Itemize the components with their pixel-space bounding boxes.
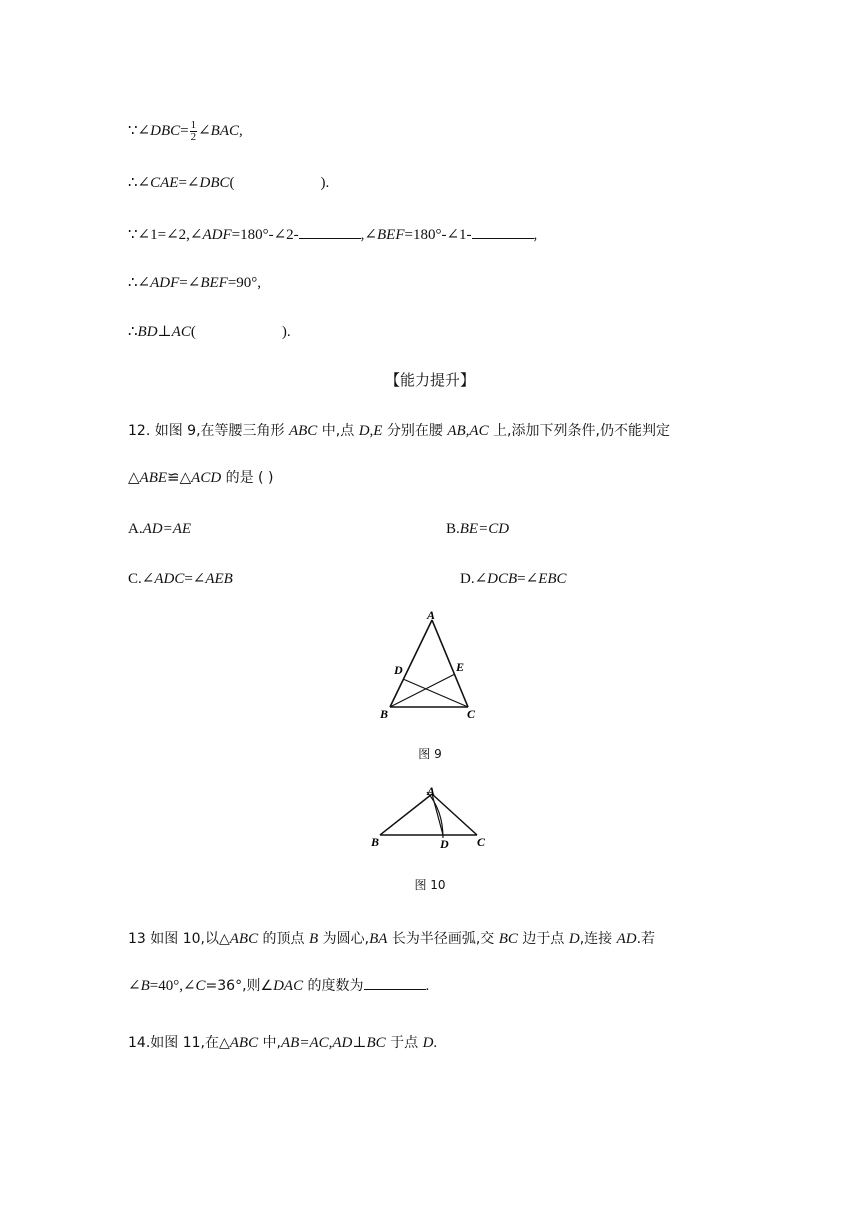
text: ≌△	[167, 470, 192, 486]
text: ⊥	[352, 1035, 367, 1051]
figure-10-diagram	[365, 782, 495, 854]
text: BC	[498, 931, 518, 947]
text: B	[309, 931, 319, 947]
text: =90°,	[227, 275, 262, 291]
figure-10-caption: 图 10	[414, 878, 446, 892]
text: =36°,则∠	[205, 978, 274, 994]
q14-line-1	[128, 1033, 437, 1053]
text: 中,点	[317, 423, 359, 439]
option-c	[128, 569, 233, 588]
text: ABC	[288, 423, 318, 439]
text: ∴∠	[128, 275, 151, 291]
proof-line-4	[128, 273, 261, 293]
option-text: DCB	[487, 571, 518, 587]
text: △	[128, 470, 140, 486]
text: ∠	[198, 122, 211, 139]
text: B	[140, 978, 150, 994]
option-text: =∠	[184, 571, 206, 587]
text: AB,AC	[447, 423, 489, 439]
text: ,	[239, 122, 243, 139]
text: ,连接	[579, 931, 617, 947]
text: D	[568, 931, 580, 947]
section-heading: 【能力提升】	[384, 371, 475, 389]
text: =40°,∠	[149, 978, 196, 994]
option-text: ADC	[154, 571, 185, 587]
option-label: C.∠	[128, 571, 155, 587]
text: 13 如图 10,以△	[128, 931, 230, 947]
text: (	[229, 175, 235, 191]
answer-blank	[472, 224, 534, 239]
text: ∠	[128, 978, 141, 994]
option-label: A.	[128, 521, 143, 537]
text: ,∠	[360, 227, 377, 243]
fraction-one-half	[190, 120, 198, 143]
text: BD	[137, 324, 158, 340]
text: ∵∠	[128, 122, 151, 139]
point-label-e: E	[456, 660, 465, 674]
figure-9-diagram	[370, 608, 490, 723]
text: 12. 如图 9,在等腰三角形	[128, 423, 289, 439]
option-text: AD=AE	[142, 521, 192, 537]
option-text: AEB	[205, 571, 233, 587]
text: ACD	[191, 470, 222, 486]
proof-line-3	[128, 224, 537, 245]
point-label-a: A	[427, 784, 436, 798]
text: BA	[369, 931, 388, 947]
text: BAC	[210, 122, 240, 139]
text: 中,	[258, 1035, 281, 1051]
text: 上,添加下列条件,仍不能判定	[488, 423, 670, 439]
text: 的顶点	[258, 931, 309, 947]
text: ,	[533, 227, 538, 243]
point-label-c: C	[477, 835, 486, 849]
text: ADF	[150, 275, 180, 291]
text: BEF	[377, 227, 405, 243]
figure-9-caption: 图 9	[418, 747, 442, 761]
point-label-d: D	[394, 663, 403, 677]
text: 的度数为	[303, 978, 364, 994]
text: BC	[366, 1035, 386, 1051]
option-text: BE=CD	[459, 521, 510, 537]
text: 14.如图 11,在△	[128, 1035, 230, 1051]
text: =	[180, 122, 189, 139]
text: 于点	[385, 1035, 423, 1051]
text: ).	[281, 324, 291, 340]
proof-line-1	[128, 120, 243, 143]
point-label-c: C	[467, 707, 476, 721]
option-label: B.	[446, 521, 460, 537]
text: DAC	[273, 978, 304, 994]
text: 的是 ( )	[221, 470, 274, 486]
option-d	[460, 569, 567, 588]
text: DBC	[199, 175, 230, 191]
option-label: D.∠	[460, 571, 488, 587]
text: ∴∠	[128, 175, 151, 191]
option-b	[446, 521, 509, 538]
text: CAE	[150, 175, 179, 191]
point-label-d: D	[440, 837, 449, 851]
q13-line-2	[128, 975, 429, 996]
q12-line-1	[128, 421, 670, 441]
point-label-b: B	[380, 707, 389, 721]
text: 边于点	[517, 931, 569, 947]
text: ABC	[229, 1035, 259, 1051]
text: .	[425, 978, 430, 994]
text: ABE	[139, 470, 168, 486]
text: C	[195, 978, 206, 994]
q13-line-1	[128, 929, 655, 949]
text: 分别在腰	[382, 423, 448, 439]
fraction-numerator: 1	[190, 119, 197, 131]
proof-line-2	[128, 173, 329, 193]
text: D	[422, 1035, 434, 1051]
text: ADF	[202, 227, 232, 243]
text: .	[433, 1035, 438, 1051]
text: =∠	[179, 275, 201, 291]
proof-line-5	[128, 322, 291, 342]
option-text: =∠	[517, 571, 539, 587]
text: (	[190, 324, 196, 340]
text: =180°-∠1-	[404, 227, 472, 243]
segment-ab	[380, 794, 432, 835]
answer-blank	[299, 224, 361, 239]
text: DBC	[150, 122, 181, 139]
text: =180°-∠2-	[231, 227, 299, 243]
segment-ac	[432, 794, 477, 835]
text: AC	[171, 324, 191, 340]
point-label-b: B	[371, 835, 380, 849]
text: ∵∠1=∠2,∠	[128, 227, 203, 243]
text: ABC	[229, 931, 259, 947]
option-a	[128, 521, 191, 538]
text: ⊥	[157, 324, 172, 340]
text: .若	[636, 931, 656, 947]
text: AD	[616, 931, 637, 947]
text: AB=AC,AD	[281, 1035, 353, 1051]
text: D,E	[358, 423, 383, 439]
option-text: EBC	[538, 571, 567, 587]
text: 为圆心,	[318, 931, 370, 947]
segment-be	[390, 674, 455, 707]
text: 长为半径画弧,交	[387, 931, 499, 947]
answer-blank	[364, 975, 426, 990]
text: ).	[320, 175, 330, 191]
fraction-denominator: 2	[190, 131, 197, 143]
text: =∠	[178, 175, 200, 191]
text: BEF	[200, 275, 228, 291]
arc-centered-b	[427, 792, 443, 838]
q12-line-2	[128, 468, 273, 488]
point-label-a: A	[427, 608, 436, 622]
text: ∴	[128, 324, 138, 340]
